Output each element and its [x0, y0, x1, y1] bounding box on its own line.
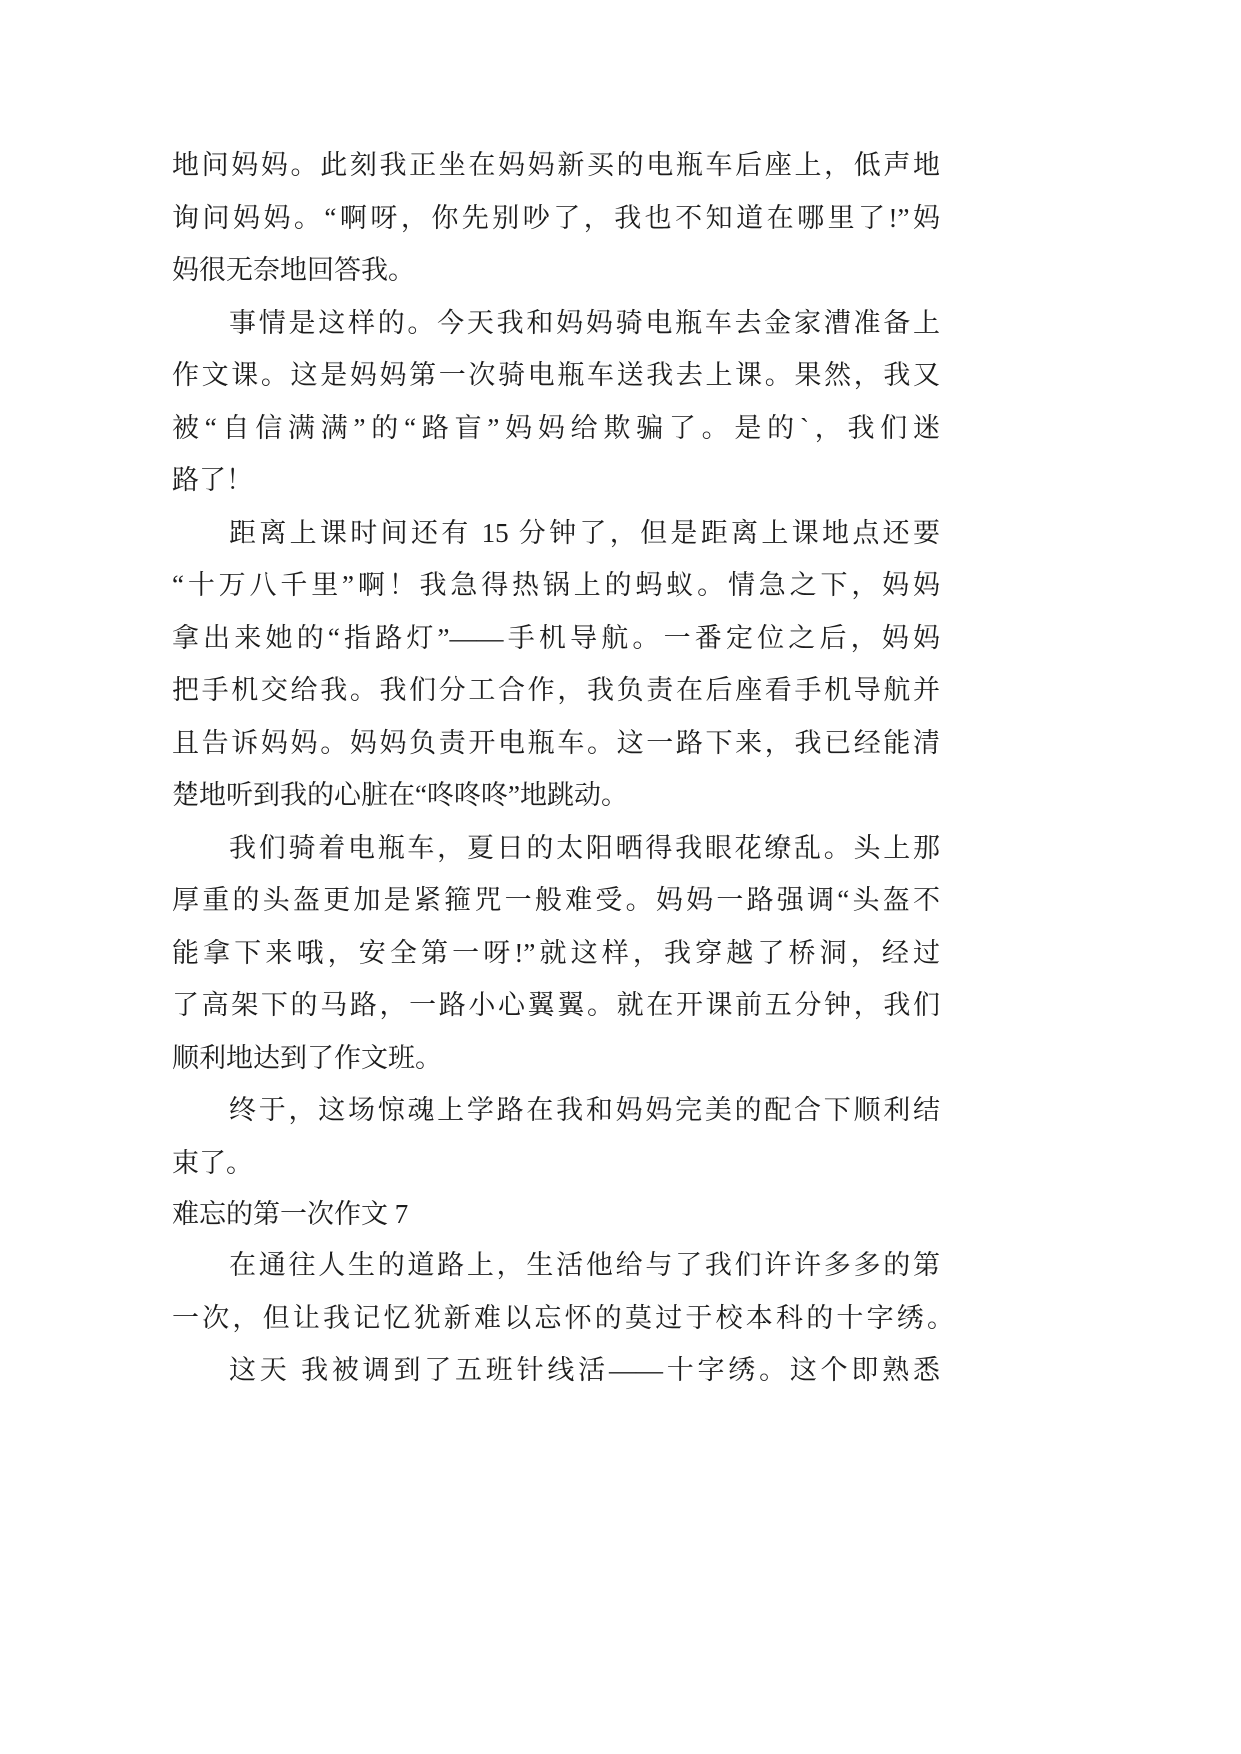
- paragraph: [172, 1344, 940, 1397]
- text-line: 顺利地达到了作文班。: [172, 1042, 442, 1073]
- paragraph: [172, 507, 940, 822]
- section-heading: 难忘的第一次作文 7: [172, 1199, 409, 1229]
- document-body: [172, 139, 954, 1397]
- text-line: 作文课。这是妈妈第一次骑电瓶车送我去上课。果然，我又: [172, 360, 940, 390]
- paragraph: [172, 1084, 940, 1189]
- paragraph: [172, 822, 940, 1085]
- section-heading-block: [172, 1189, 940, 1239]
- text-line: 在通往人生的道路上，生活他给与了我们许许多多的第: [229, 1250, 940, 1280]
- text-line: 拿出来她的“指路灯”——手机导航。一番定位之后，妈妈: [172, 622, 940, 653]
- text-line: 询问妈妈。“啊呀，你先别吵了，我也不知道在哪里了!”妈: [172, 202, 940, 233]
- text-line: 被“自信满满”的“路盲”妈妈给欺骗了。是的`，我们迷: [172, 412, 940, 443]
- text-line: “十万八千里”啊！我急得热锅上的蚂蚁。情急之下，妈妈: [172, 570, 940, 600]
- text-line: 且告诉妈妈。妈妈负责开电瓶车。这一路下来，我已经能清: [172, 727, 940, 758]
- paragraph: [172, 139, 940, 297]
- text-line: 地问妈妈。此刻我正坐在妈妈新买的电瓶车后座上，低声地: [172, 150, 940, 180]
- paragraph: [172, 1239, 954, 1344]
- text-line: 这天 我被调到了五班针线活——十字绣。这个即熟悉: [229, 1355, 940, 1385]
- text-line: 距离上课时间还有 15 分钟了，但是距离上课地点还要: [229, 517, 940, 548]
- text-line: 事情是这样的。今天我和妈妈骑电瓶车去金家漕准备上: [229, 307, 940, 338]
- text-line: 楚地听到我的心脏在“咚咚咚”地跳动。: [172, 780, 628, 810]
- text-line: 一次，但让我记忆犹新难以忘怀的莫过于校本科的十字绣。: [172, 1302, 954, 1333]
- text-line: 了高架下的马路，一路小心翼翼。就在开课前五分钟，我们: [172, 990, 940, 1020]
- paragraph: [172, 297, 940, 507]
- text-line: 妈很无奈地回答我。: [172, 255, 415, 285]
- text-line: 我们骑着电瓶车，夏日的太阳晒得我眼花缭乱。头上那: [229, 832, 940, 863]
- text-line: 把手机交给我。我们分工合作，我负责在后座看手机导航并: [172, 675, 940, 705]
- text-line: 能拿下来哦，安全第一呀!”就这样，我穿越了桥洞，经过: [172, 937, 940, 968]
- text-line: 路了！: [172, 465, 253, 495]
- text-line: 厚重的头盔更加是紧箍咒一般难受。妈妈一路强调“头盔不: [172, 885, 940, 915]
- text-line: 终于，这场惊魂上学路在我和妈妈完美的配合下顺利结: [229, 1095, 940, 1125]
- text-line: 束了。: [172, 1147, 253, 1178]
